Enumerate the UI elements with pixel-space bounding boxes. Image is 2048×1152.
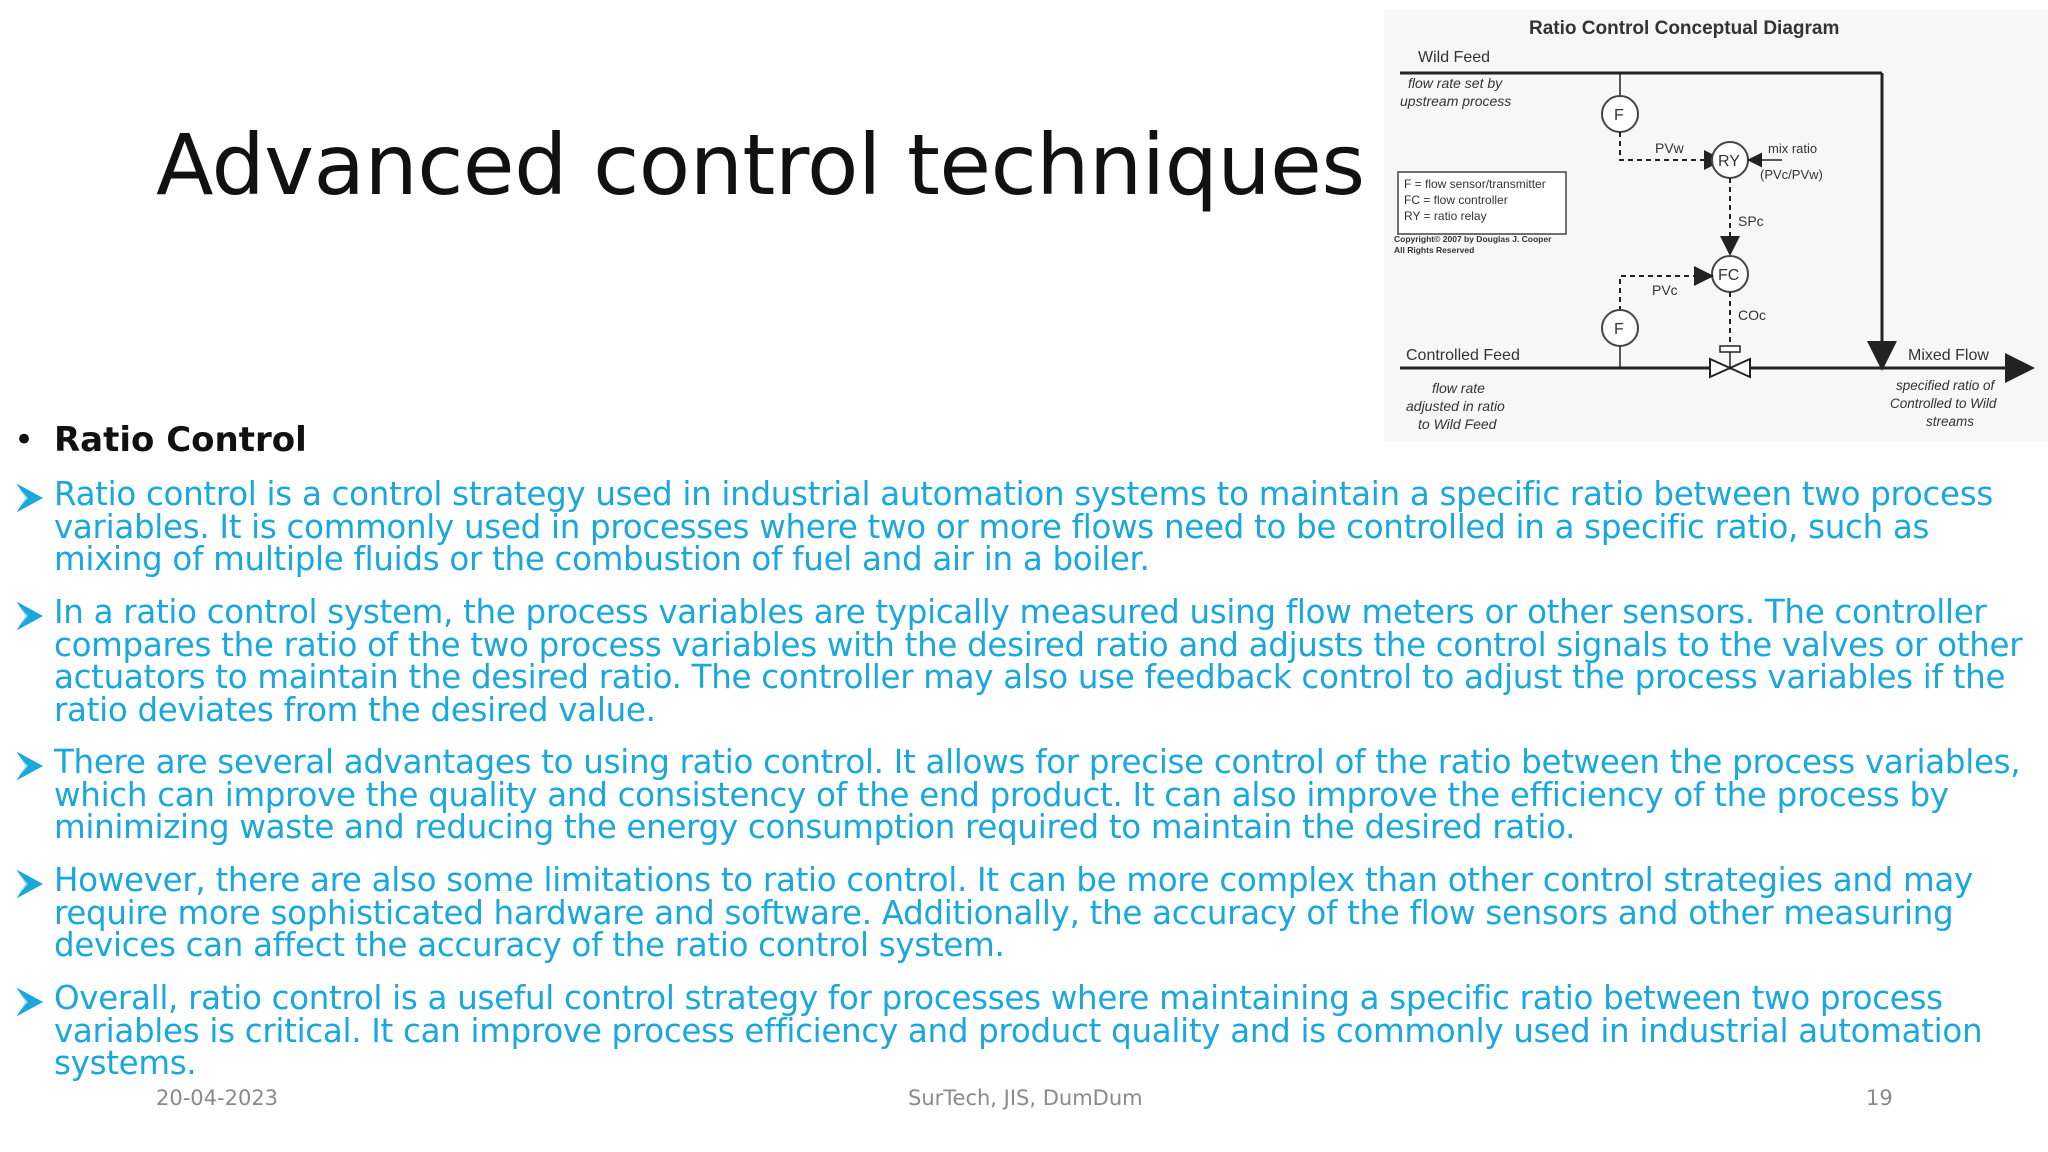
diagram-title: Ratio Control Conceptual Diagram — [1529, 18, 1840, 39]
controlled-feed-note-3: to Wild Feed — [1418, 416, 1497, 432]
arrow-bullet-icon — [14, 482, 46, 514]
section-heading-text: Ratio Control — [54, 420, 307, 460]
controlled-feed-note-1: flow rate — [1432, 380, 1485, 396]
pvc-label: PVc — [1652, 282, 1678, 298]
mixed-flow-note-1: specified ratio of — [1896, 378, 1995, 393]
legend-line-1: F = flow sensor/transmitter — [1404, 177, 1546, 191]
controlled-feed-label: Controlled Feed — [1406, 347, 1520, 364]
wild-feed-note-2: upstream process — [1400, 93, 1512, 109]
arrow-bullet-icon — [14, 868, 46, 900]
copyright-line-1: Copyright© 2007 by Douglas J. Cooper — [1394, 234, 1552, 244]
mix-ratio-label: mix ratio — [1768, 141, 1818, 156]
arrow-bullet-icon — [14, 750, 46, 782]
slide-title: Advanced control techniques — [156, 116, 1365, 214]
lower-flow-sensor-label: F — [1614, 321, 1624, 338]
mix-ratio-formula: (PVc/PVw) — [1760, 167, 1823, 182]
coc-label: COc — [1738, 307, 1766, 323]
arrow-bullet-icon — [14, 986, 46, 1018]
footer-organization: SurTech, JIS, DumDum — [908, 1086, 1143, 1110]
flow-controller-label: FC — [1718, 267, 1740, 284]
ratio-relay-label: RY — [1718, 153, 1740, 170]
legend-line-3: RY = ratio relay — [1404, 209, 1487, 223]
ratio-control-diagram — [1384, 10, 2048, 442]
bullet-point-text: In a ratio control system, the process variables are typically measured using flow meters or other sensors. The controller compares the ratio of the two process variables with the desired ratio and adjusts the control signals to the valves or other actuators to maintain the desired ratio. The controller may also use feedback control to adjust the process variables if the ratio deviates from the desired value. — [54, 593, 2023, 729]
mixed-flow-label: Mixed Flow — [1908, 347, 1989, 364]
legend-line-2: FC = flow controller — [1404, 193, 1508, 207]
wild-feed-note-1: flow rate set by — [1408, 75, 1503, 91]
copyright-line-2: All Rights Reserved — [1394, 245, 1475, 255]
mixed-flow-note-2: Controlled to Wild — [1890, 396, 1997, 411]
footer-date: 20-04-2023 — [156, 1086, 279, 1110]
footer-page-number: 19 — [1866, 1086, 1893, 1110]
bullet-point-text: However, there are also some limitations to ratio control. It can be more complex than other control strategies and may require more sophisticated hardware and software. Additionally, the accuracy of the flow sensors and other measuring devices can affect the accuracy of the ratio control system. — [54, 861, 1973, 964]
upper-flow-sensor-label: F — [1614, 107, 1624, 124]
section-heading — [14, 420, 307, 460]
arrow-bullet-icon — [14, 600, 46, 632]
bullet-dot-icon: • — [14, 420, 35, 460]
bullet-point-text: Overall, ratio control is a useful control strategy for processes where maintaining a specific ratio between two process variables is critical. It can improve process efficiency and product quality and is commonly used in industrial automation systems. — [54, 979, 1983, 1082]
bullet-point-text: There are several advantages to using ratio control. It allows for precise control of the ratio between the process variables, which can improve the quality and consistency of the end product. It can also improve the efficiency of the process by minimizing waste and reducing the energy consumption required to maintain the desired ratio. — [54, 743, 2021, 846]
spc-label: SPc — [1738, 213, 1764, 229]
bullet-point-text: Ratio control is a control strategy used in industrial automation systems to maintain a specific ratio between two process variables. It is commonly used in processes where two or more flows need to be controlled in a specific ratio, such as mixing of multiple fluids or the combustion of fuel and air in a boiler. — [54, 475, 1993, 578]
valve-actuator — [1720, 346, 1740, 352]
controlled-feed-note-2: adjusted in ratio — [1406, 398, 1505, 414]
pvw-label: PVw — [1655, 140, 1684, 156]
diagram-svg — [1384, 10, 2048, 442]
mixed-flow-note-3: streams — [1926, 414, 1975, 429]
wild-feed-label: Wild Feed — [1418, 49, 1491, 66]
